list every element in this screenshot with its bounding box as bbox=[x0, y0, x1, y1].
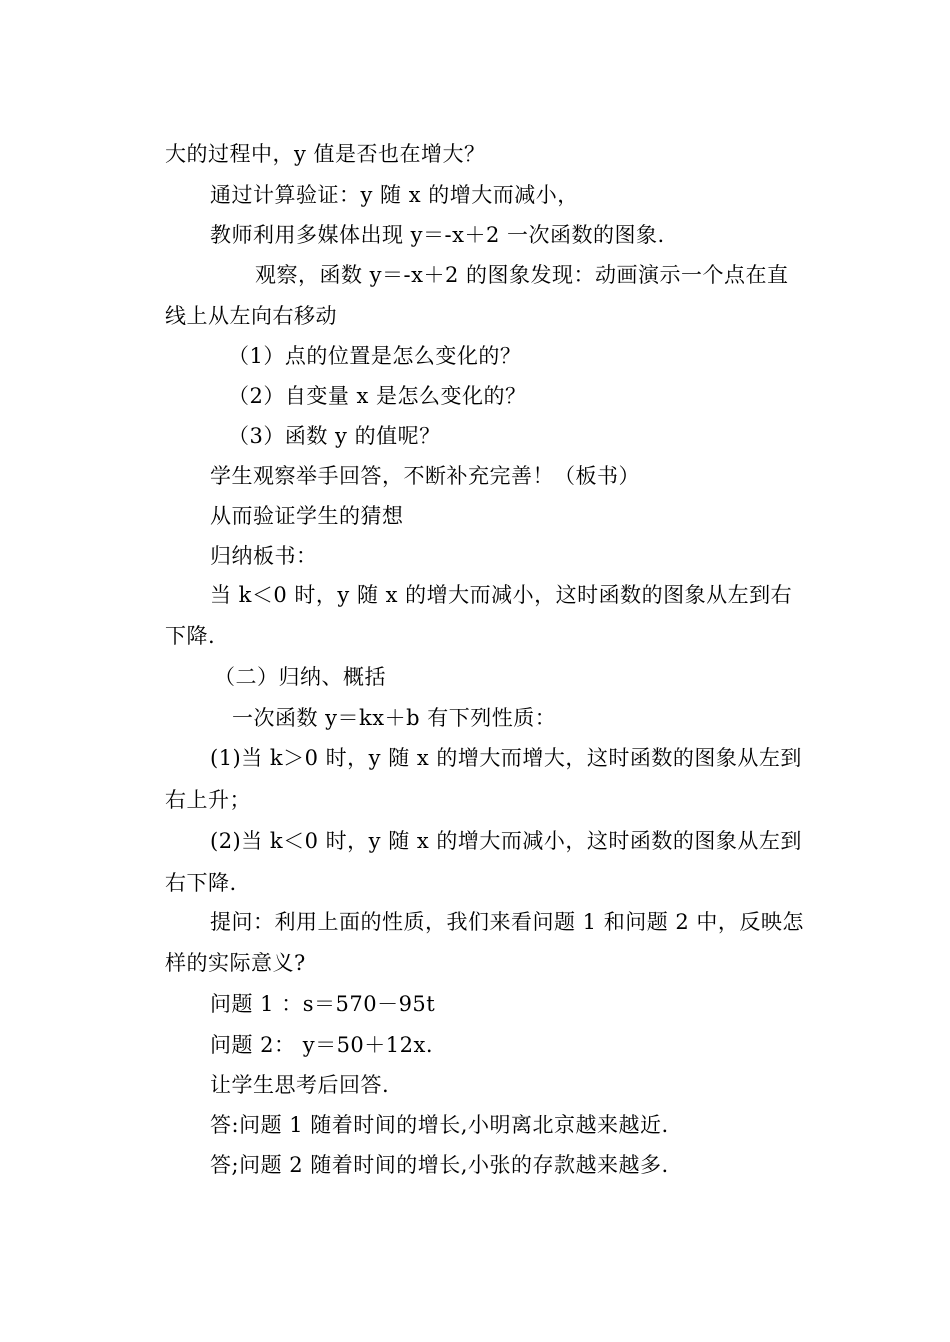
text-line: 问题 2： y＝50＋12x. bbox=[210, 1033, 434, 1057]
text-line: （2）自变量 x 是怎么变化的？ bbox=[228, 384, 527, 408]
text-line: 问题 1 ：s＝570－95t bbox=[210, 992, 436, 1016]
section-heading: （二）归纳、概括 bbox=[214, 665, 386, 689]
text-line: （3）函数 y 的值呢？ bbox=[228, 424, 441, 448]
text-line: 答;问题 2 随着时间的增长,小张的存款越来越多. bbox=[210, 1153, 669, 1177]
text-line: 下降. bbox=[165, 624, 216, 648]
text-line: 大的过程中，y 值是否也在增大？ bbox=[165, 142, 486, 166]
text-line: 当 k＜0 时，y 随 x 的增大而减小，这时函数的图象从左到右 bbox=[210, 583, 793, 607]
text-line: 归纳板书： bbox=[210, 544, 318, 568]
text-line: 让学生思考后回答. bbox=[210, 1073, 390, 1097]
text-line: 学生观察举手回答，不断补充完善！（板书） bbox=[210, 464, 640, 488]
text-line: 教师利用多媒体出现 y＝-x＋2 一次函数的图象. bbox=[210, 223, 665, 247]
text-line: 线上从左向右移动 bbox=[165, 304, 337, 328]
text-line: (2)当 k＜0 时，y 随 x 的增大而减小，这时函数的图象从左到 bbox=[210, 829, 802, 853]
text-line: 右上升； bbox=[165, 788, 251, 812]
text-line: 从而验证学生的猜想 bbox=[210, 504, 404, 528]
text-line: 提问：利用上面的性质，我们来看问题 1 和问题 2 中，反映怎 bbox=[210, 910, 804, 934]
text-line: 观察，函数 y＝-x＋2 的图象发现：动画演示一个点在直 bbox=[255, 263, 789, 287]
text-line: 右下降. bbox=[165, 871, 237, 895]
text-line: 答:问题 1 随着时间的增长,小明离北京越来越近. bbox=[210, 1113, 669, 1137]
text-line: 样的实际意义? bbox=[165, 951, 306, 975]
text-line: 通过计算验证：y 随 x 的增大而减小， bbox=[210, 183, 579, 207]
text-line: （1）点的位置是怎么变化的？ bbox=[228, 344, 522, 368]
text-line: (1)当 k＞0 时，y 随 x 的增大而增大，这时函数的图象从左到 bbox=[210, 746, 802, 770]
text-line: 一次函数 y＝kx＋b 有下列性质： bbox=[232, 706, 557, 730]
